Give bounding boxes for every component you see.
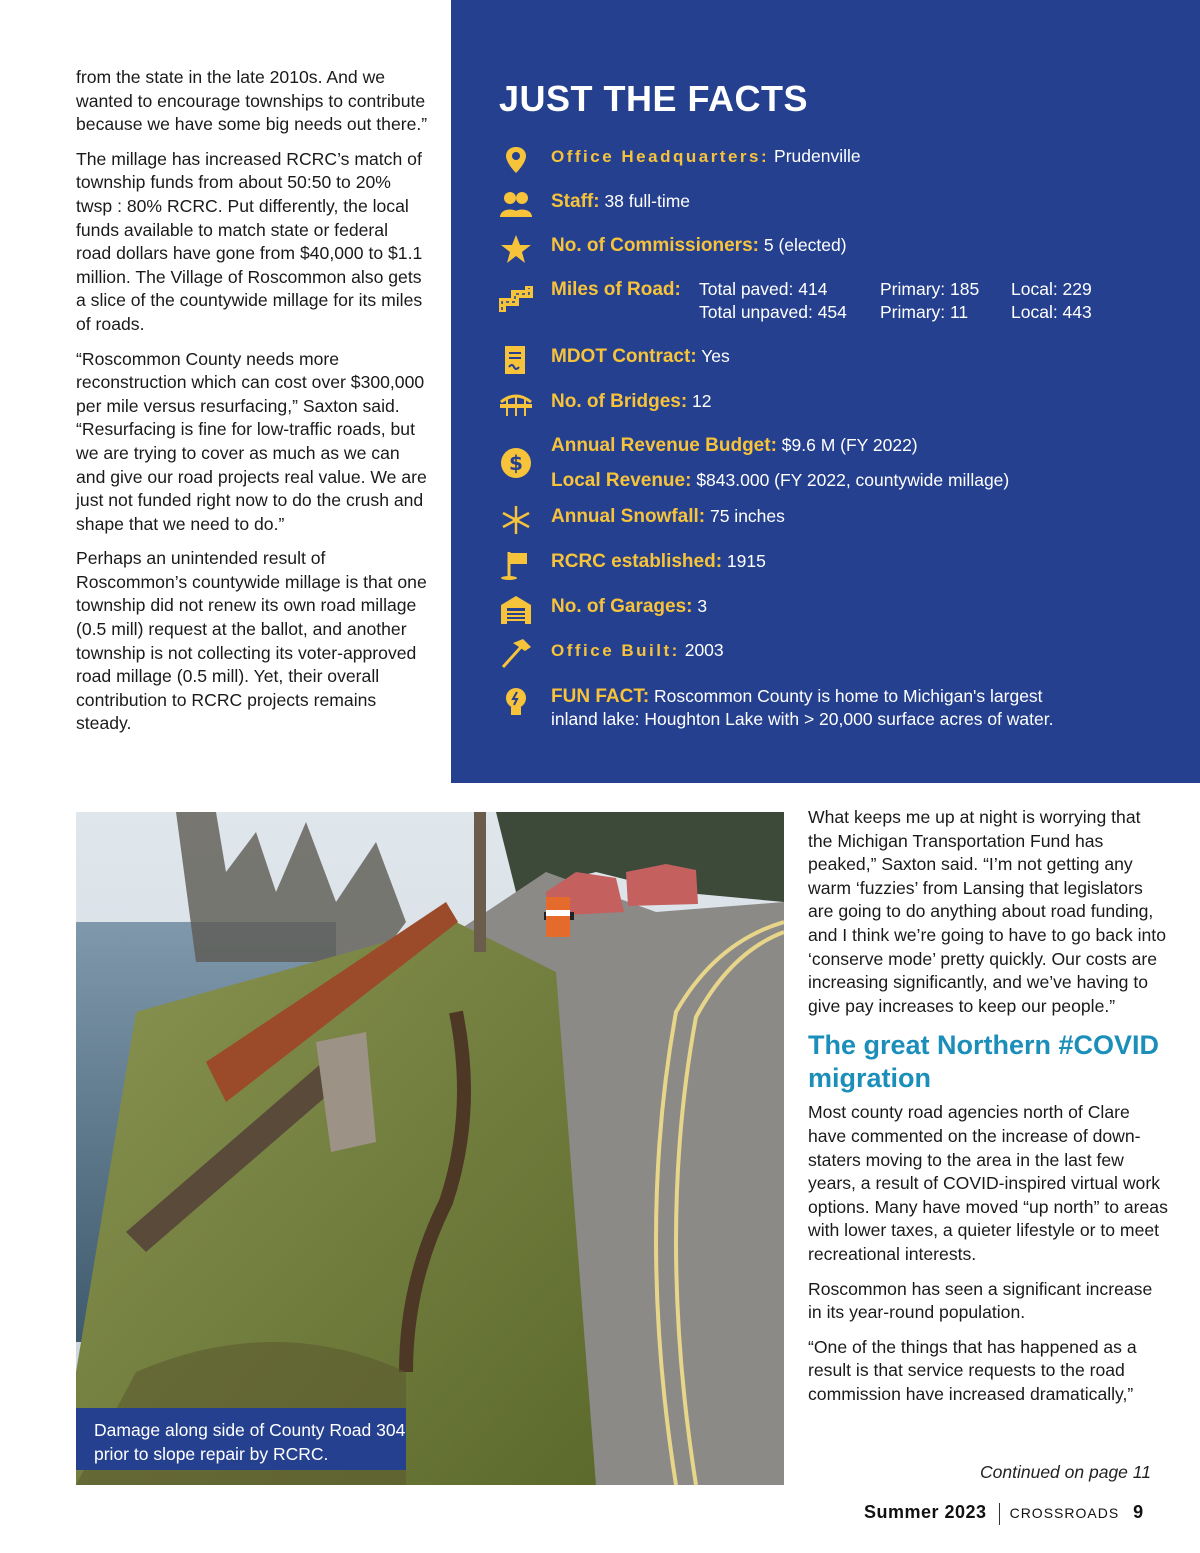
fact-label: Annual Snowfall: (551, 506, 706, 527)
map-pin-icon (499, 145, 533, 175)
svg-text:$: $ (509, 451, 523, 475)
miles-row (699, 278, 1092, 301)
bridge-icon (499, 390, 533, 420)
footer-magazine: CROSSROADS (1009, 1505, 1120, 1521)
lightbulb-icon (499, 687, 533, 717)
section-subhead: The great Northern #COVID migration (808, 1030, 1160, 1094)
left-column (76, 66, 428, 747)
fact-value: 38 full-time (604, 191, 691, 211)
footer-divider (999, 1503, 1000, 1525)
miles-cell: Total unpaved: 454 (699, 302, 847, 322)
body-paragraph: The millage has increased RCRC’s match of township funds from about 50:50 to 20% twsp : 80% RCRC. Put differently, the local funds available to match state or federal road dollars have gone from $40,000 to $1.1 million. The Village of Roscommon also gets a slice of the countywide millage for its miles of roads. (76, 148, 423, 334)
body-paragraph: from the state in the late 2010s. And we wanted to encourage townships to contribute because we have some big needs out there.” (76, 67, 428, 135)
body-paragraph: Perhaps an unintended result of Roscommon’s countywide millage is that one township did not renew its own road millage (0.5 mill) request at the ballot, and another township is not collecting its voter-approved road millage (0.5 mill). Yet, their overall contribution to RCRC projects remains steady. (76, 548, 427, 734)
fact-value: inland lake: Houghton Lake with > 20,000 surface acres of water. (551, 709, 1054, 729)
fact-label: Office Built: (551, 641, 680, 660)
fact-value: 12 (692, 391, 712, 411)
fact-value: 3 (697, 596, 708, 616)
fact-label: No. of Garages: (551, 596, 693, 617)
body-paragraph: Most county road agencies north of Clare have commented on the increase of down-staters moving to the area in the last few years, a result of COVID-inspired virtual work options. Many have moved “up north” to areas with lower taxes, a quieter lifestyle or to meet recreational interests. (808, 1102, 1168, 1264)
fact-label: Local Revenue: (551, 470, 692, 491)
fact-label: MDOT Contract: (551, 346, 697, 367)
miles-cell: Local: 229 (1011, 279, 1092, 299)
fact-label: FUN FACT: (551, 686, 650, 707)
miles-cell: Local: 443 (1011, 302, 1092, 322)
miles-table (699, 278, 1092, 324)
star-icon (499, 234, 533, 264)
fact-label: Miles of Road: (551, 279, 681, 300)
photo-illustration (76, 812, 784, 1485)
fact-value: $843.000 (FY 2022, countywide millage) (696, 470, 1010, 490)
body-paragraph: “Roscommon County needs more reconstruction which can cost over $300,000 per mile versus resurfacing,” Saxton said. “Resurfacing is fine for low-traffic roads, but we are trying to cover as much as we can and give our road projects real value. We are just not funded right now to do the crush and shape that we need to do.” (76, 348, 427, 534)
miles-cell: Primary: 185 (880, 279, 980, 299)
fact-label: RCRC established: (551, 551, 723, 572)
winding-road-icon (499, 284, 533, 314)
contract-icon (499, 345, 533, 375)
continued-note: Continued on page 11 (980, 1462, 1151, 1482)
fact-label: No. of Commissioners: (551, 235, 759, 256)
road-damage-photo (76, 812, 784, 1485)
photo-caption: Damage along side of County Road 304 prior to slope repair by RCRC. (76, 1408, 406, 1470)
fact-value: 75 inches (709, 506, 785, 526)
fact-label: Office Headquarters: (551, 147, 770, 166)
fact-value: 2003 (684, 640, 724, 660)
snowflake-icon (499, 505, 533, 535)
fact-value: 1915 (726, 551, 766, 571)
miles-row (699, 301, 1092, 324)
right-column (808, 806, 1168, 1417)
footer-season: Summer 2023 (864, 1502, 987, 1522)
hammer-icon (499, 639, 533, 669)
just-the-facts-panel (451, 0, 1200, 783)
garage-icon (499, 595, 533, 625)
people-icon (499, 190, 533, 220)
fact-value: 5 (elected) (763, 235, 847, 255)
fact-value: Roscommon County is home to Michigan's largest (654, 686, 1043, 706)
dollar-gear-icon (499, 446, 533, 480)
fact-label: Annual Revenue Budget: (551, 435, 777, 456)
fact-label: Staff: (551, 191, 600, 212)
fact-value: Prudenville (774, 146, 861, 166)
page-footer (864, 1502, 1143, 1525)
page-number: 9 (1133, 1502, 1144, 1522)
est-flag-icon (499, 550, 533, 580)
body-paragraph: Roscommon has seen a significant increase in its year-round population. (808, 1278, 1153, 1323)
body-paragraph: “One of the things that has happened as a result is that service requests to the road commission have increased dramatically,” (808, 1336, 1137, 1404)
facts-heading: JUST THE FACTS (499, 78, 809, 119)
fact-label: No. of Bridges: (551, 391, 688, 412)
miles-cell: Total paved: 414 (699, 279, 828, 299)
miles-cell: Primary: 11 (880, 302, 969, 322)
body-paragraph: What keeps me up at night is worrying that the Michigan Transportation Fund has peaked,” Saxton said. “I’m not getting any warm ‘fuzzies’ from Lansing that legislators are going to do anything about road funding, and I think we’re going to have to go back into ‘conserve mode’ pretty quickly. Our costs are increasing significantly, and we’ve having to give pay increases to keep our people.” (808, 807, 1166, 1016)
fact-value: Yes (701, 346, 730, 366)
fact-value: $9.6 M (FY 2022) (781, 435, 918, 455)
